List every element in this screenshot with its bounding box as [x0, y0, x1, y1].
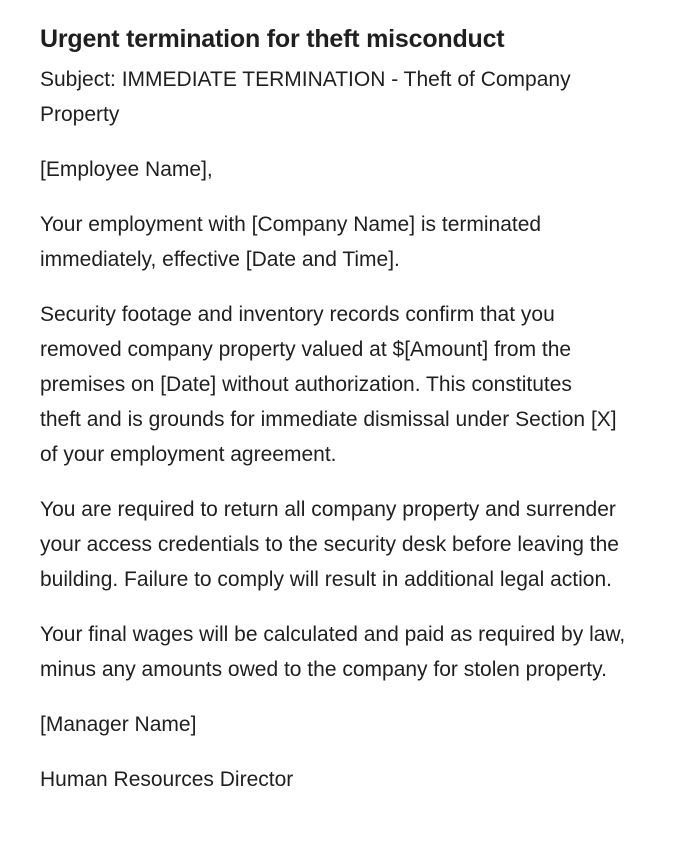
paragraph-final-wages	[40, 617, 660, 687]
text-line: Human Resources Director	[40, 768, 294, 791]
paragraph-signature-role	[40, 762, 660, 797]
text-line: [Manager Name]	[40, 713, 197, 736]
text-line: building. Failure to comply will result in additional legal action.	[40, 568, 612, 591]
page-title: Urgent termination for theft misconduct	[40, 25, 505, 53]
text-line: You are required to return all company property and surrender	[40, 498, 616, 521]
paragraph-signature-name	[40, 707, 660, 742]
paragraph-termination-notice	[40, 207, 660, 277]
text-line: minus any amounts owed to the company for stolen property.	[40, 658, 607, 681]
text-line: Property	[40, 103, 120, 126]
paragraph-property-return	[40, 492, 660, 597]
text-line: Your employment with [Company Name] is terminated	[40, 213, 542, 236]
text-line: Subject: IMMEDIATE TERMINATION - Theft of Company	[40, 68, 571, 91]
text-line: your access credentials to the security desk before leaving the	[40, 533, 619, 556]
text-line: [Employee Name],	[40, 158, 213, 181]
text-line: removed company property valued at $[Amount] from the	[40, 338, 572, 361]
text-line: theft and is grounds for immediate dismissal under Section [X]	[40, 408, 617, 431]
text-line: immediately, effective [Date and Time].	[40, 248, 400, 271]
paragraph-evidence	[40, 297, 660, 472]
text-line: premises on [Date] without authorization. This constitutes	[40, 373, 572, 396]
text-line: Security footage and inventory records confirm that you	[40, 303, 555, 326]
text-line: Your final wages will be calculated and paid as required by law,	[40, 623, 626, 646]
paragraph-subject	[40, 62, 660, 132]
text-line: of your employment agreement.	[40, 443, 337, 466]
paragraph-salutation	[40, 152, 660, 187]
